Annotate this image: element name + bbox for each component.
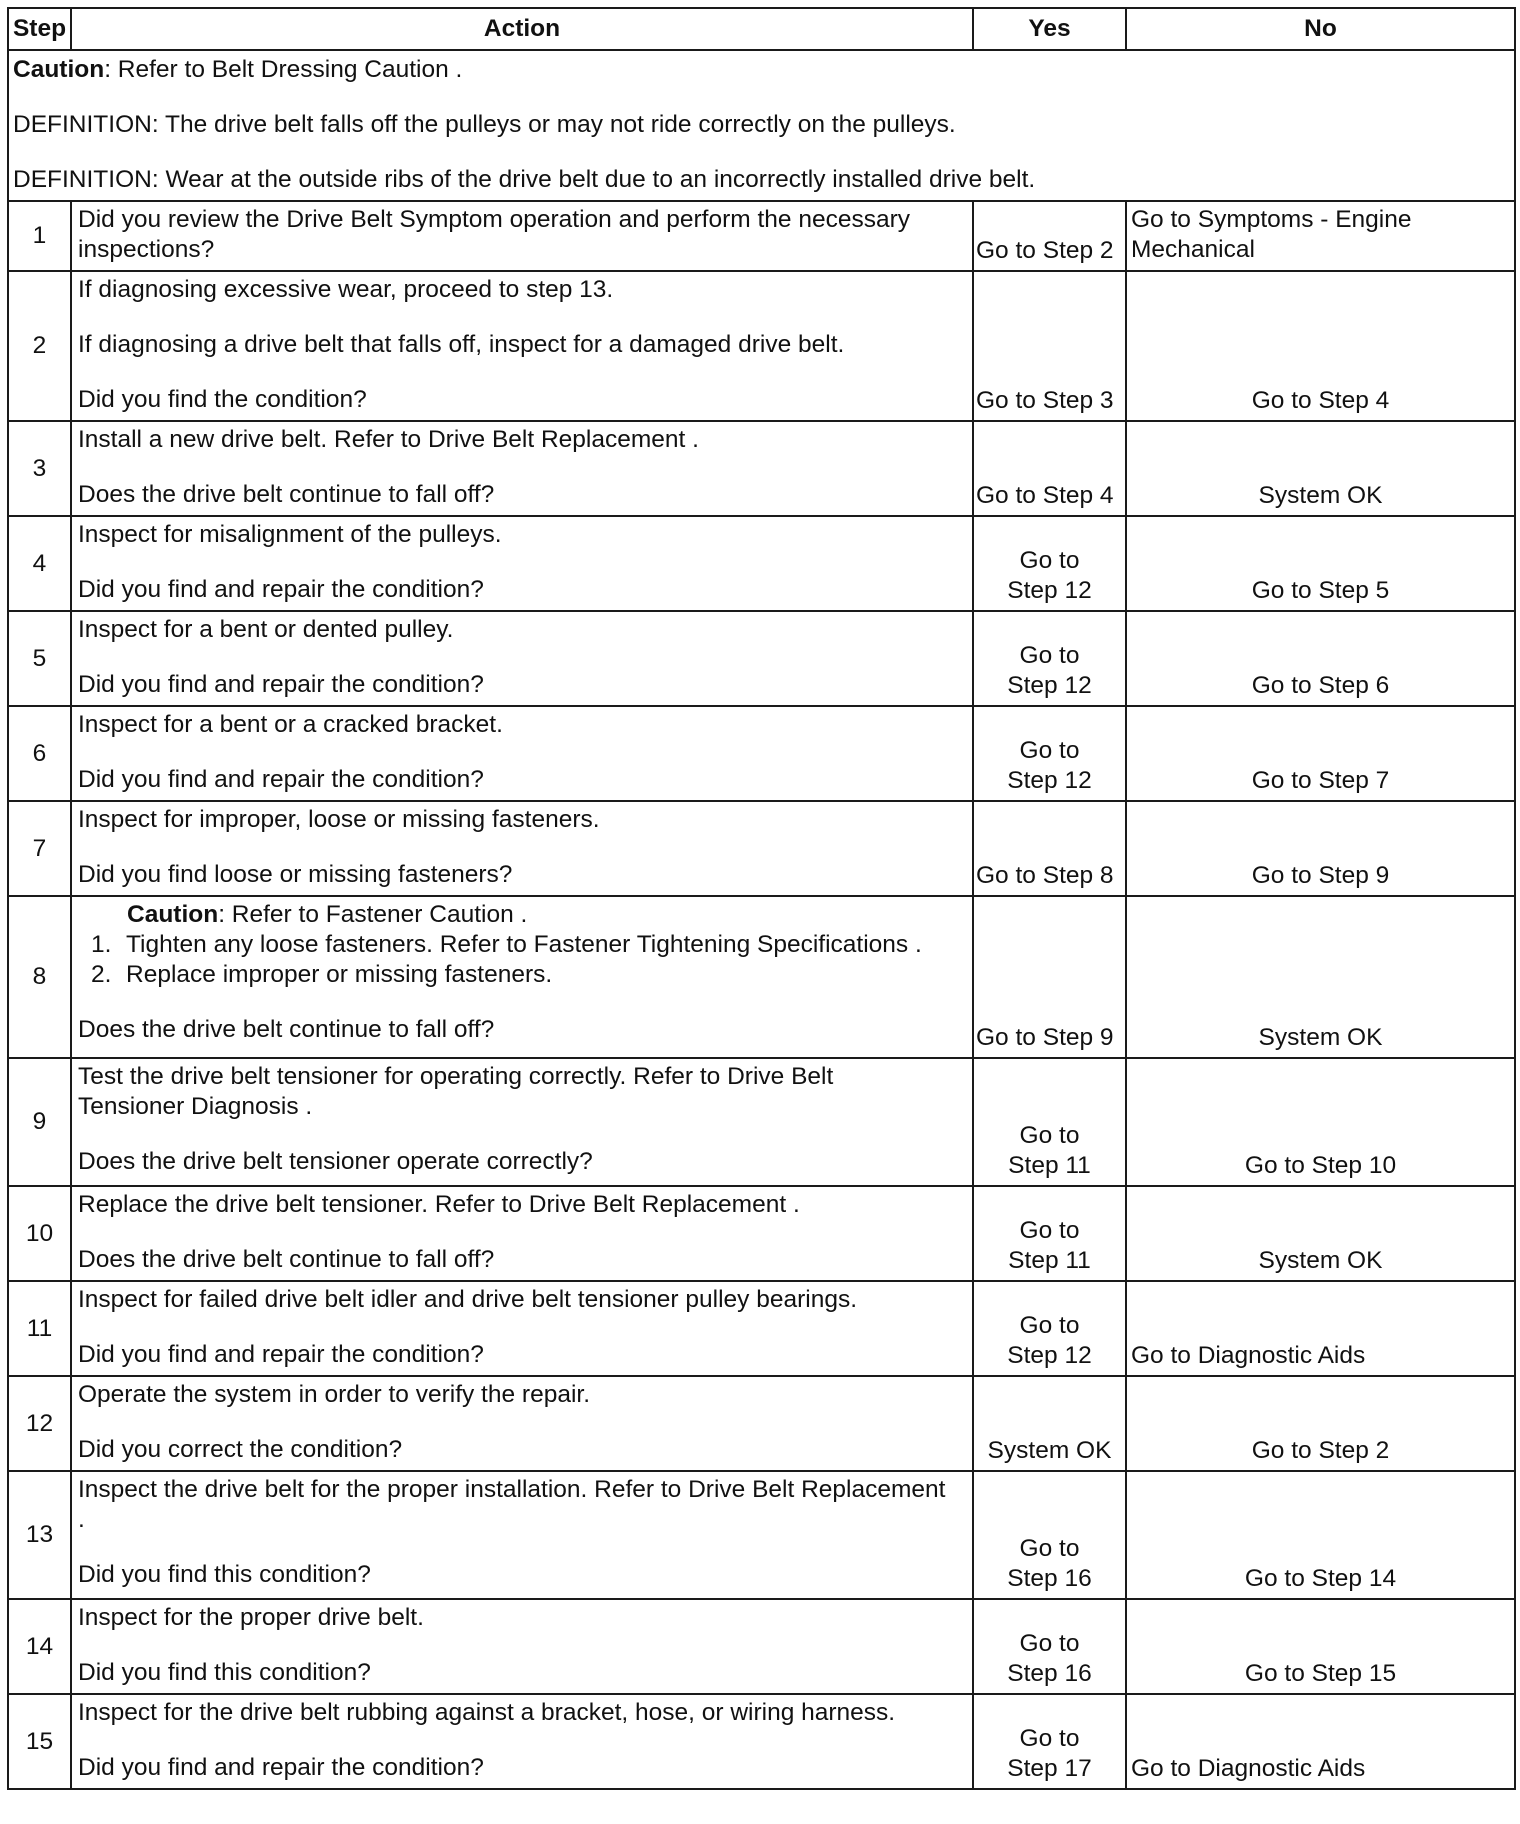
- no-cell: Go to Step 9: [1126, 801, 1515, 896]
- step-number: 8: [8, 896, 71, 1058]
- no-cell: Go to Step 14: [1126, 1471, 1515, 1599]
- action-line: If diagnosing a drive belt that falls off, inspect for a damaged drive belt.: [78, 331, 845, 358]
- yes-cell: [973, 1471, 1126, 1599]
- action-question: Did you find and repair the condition?: [78, 576, 484, 603]
- yes-cell: [973, 1599, 1126, 1694]
- action-line: If diagnosing excessive wear, proceed to step 13.: [78, 276, 614, 303]
- action-cell: [71, 1281, 973, 1376]
- action-line: Inspect for the drive belt rubbing against a bracket, hose, or wiring harness.: [78, 1699, 896, 1726]
- yes-cell: System OK: [973, 1376, 1126, 1471]
- definition-falls-off: DEFINITION: The drive belt falls off the pulleys or may not ride correctly on the pulleys.: [13, 111, 956, 138]
- action-question: Did you find and repair the condition?: [78, 671, 484, 698]
- step-number: 6: [8, 706, 71, 801]
- yes-cell: [973, 611, 1126, 706]
- action-line: Inspect for a bent or a cracked bracket.: [78, 711, 503, 738]
- table-row: [8, 1186, 1515, 1281]
- no-cell: Go to Step 5: [1126, 516, 1515, 611]
- list-item: 2. Replace improper or missing fasteners.: [91, 961, 553, 988]
- table-row: [8, 1471, 1515, 1599]
- table-row: [8, 896, 1515, 1058]
- header-step: Step: [8, 8, 71, 50]
- yes-text: Go to Step 12: [1007, 737, 1092, 794]
- action-line: Test the drive belt tensioner for operating correctly. Refer to Drive Belt Tensioner Diagnosis .: [78, 1063, 834, 1120]
- yes-cell: Go to Step 3: [973, 271, 1126, 421]
- list-item-text: Replace improper or missing fasteners.: [126, 961, 553, 988]
- yes-cell: Go to Step 8: [973, 801, 1126, 896]
- yes-cell: Go to Step 2: [973, 201, 1126, 271]
- action-cell: [71, 1058, 973, 1186]
- table-row: [8, 271, 1515, 421]
- action-cell: [71, 421, 973, 516]
- action-question: Did you find loose or missing fasteners?: [78, 861, 513, 888]
- header-row: [8, 8, 1515, 50]
- no-cell: Go to Step 15: [1126, 1599, 1515, 1694]
- no-cell: Go to Step 6: [1126, 611, 1515, 706]
- action-line: Inspect for misalignment of the pulleys.: [78, 521, 502, 548]
- no-cell: System OK: [1126, 1186, 1515, 1281]
- action-cell: [71, 1599, 973, 1694]
- definition-wear: DEFINITION: Wear at the outside ribs of the drive belt due to an incorrectly installed drive belt.: [13, 166, 1036, 193]
- action-question: Did you find and repair the condition?: [78, 1341, 484, 1368]
- action-line: Inspect for improper, loose or missing fasteners.: [78, 806, 600, 833]
- action-line: Inspect the drive belt for the proper installation. Refer to Drive Belt Replacement .: [78, 1476, 946, 1533]
- action-cell: [71, 1376, 973, 1471]
- no-cell: Go to Diagnostic Aids: [1126, 1281, 1515, 1376]
- table-row: [8, 1281, 1515, 1376]
- action-cell: [71, 611, 973, 706]
- caution-text: : Refer to Fastener Caution .: [218, 901, 528, 928]
- table-row: [8, 1058, 1515, 1186]
- list-item-text: Tighten any loose fasteners. Refer to Fastener Tightening Specifications .: [126, 931, 922, 958]
- no-cell: Go to Step 4: [1126, 271, 1515, 421]
- action-line: Inspect for failed drive belt idler and drive belt tensioner pulley bearings.: [78, 1286, 857, 1313]
- yes-text: Go to Step 12: [1007, 547, 1092, 604]
- table-row: [8, 1599, 1515, 1694]
- intro-caution: [13, 55, 1510, 85]
- table-row: [8, 421, 1515, 516]
- yes-cell: Go to Step 9: [973, 896, 1126, 1058]
- table-row: [8, 1376, 1515, 1471]
- intro-cell: [8, 50, 1515, 201]
- action-cell: [71, 271, 973, 421]
- no-cell: Go to Step 2: [1126, 1376, 1515, 1471]
- header-no: No: [1126, 8, 1515, 50]
- table-row: [8, 1694, 1515, 1789]
- step-number: 1: [8, 201, 71, 271]
- fastener-steps-list: [78, 930, 966, 990]
- yes-cell: Go to Step 4: [973, 421, 1126, 516]
- table-row: [8, 516, 1515, 611]
- yes-cell: [973, 1281, 1126, 1376]
- action-cell: [71, 1694, 973, 1789]
- action-question: Did you find this condition?: [78, 1659, 371, 1686]
- step-number: 10: [8, 1186, 71, 1281]
- no-cell: Go to Diagnostic Aids: [1126, 1694, 1515, 1789]
- action-cell: [71, 1471, 973, 1599]
- yes-cell: [973, 516, 1126, 611]
- header-yes: Yes: [973, 8, 1126, 50]
- table-row: [8, 201, 1515, 271]
- yes-cell: [973, 1058, 1126, 1186]
- action-cell: [71, 896, 973, 1058]
- step-number: 7: [8, 801, 71, 896]
- no-cell: Go to Step 7: [1126, 706, 1515, 801]
- table-row: [8, 611, 1515, 706]
- action-line: Inspect for a bent or dented pulley.: [78, 616, 454, 643]
- action-line: Replace the drive belt tensioner. Refer to Drive Belt Replacement .: [78, 1191, 800, 1218]
- action-question: Did you correct the condition?: [78, 1436, 403, 1463]
- action-line: Operate the system in order to verify the repair.: [78, 1381, 591, 1408]
- diagnostic-page: [7, 7, 1514, 1790]
- list-item: 1. Tighten any loose fasteners. Refer to Fastener Tightening Specifications .: [91, 931, 922, 958]
- yes-text: Go to Step 11: [1008, 1122, 1091, 1179]
- step-number: 12: [8, 1376, 71, 1471]
- action-question: Does the drive belt continue to fall off?: [78, 1016, 495, 1043]
- yes-cell: [973, 1186, 1126, 1281]
- intro-row: [8, 50, 1515, 201]
- yes-text: Go to Step 11: [1008, 1217, 1091, 1274]
- action-question: Does the drive belt tensioner operate correctly?: [78, 1148, 593, 1175]
- caution-label: Caution: [127, 901, 219, 928]
- step-number: 11: [8, 1281, 71, 1376]
- no-cell: Go to Symptoms - Engine Mechanical: [1126, 201, 1515, 271]
- caution-label: Caution: [13, 56, 105, 83]
- action-cell: [71, 516, 973, 611]
- yes-text: Go to Step 12: [1007, 642, 1092, 699]
- yes-text: Go to Step 16: [1007, 1535, 1092, 1592]
- yes-text: Go to Step 12: [1007, 1312, 1092, 1369]
- step-number: 9: [8, 1058, 71, 1186]
- yes-text: Go to Step 16: [1007, 1630, 1092, 1687]
- action-question: Did you find and repair the condition?: [78, 766, 484, 793]
- diagnostic-table: [7, 7, 1516, 1790]
- action-question: Does the drive belt continue to fall off?: [78, 481, 495, 508]
- action-cell: [71, 1186, 973, 1281]
- yes-cell: [973, 1694, 1126, 1789]
- no-cell: System OK: [1126, 421, 1515, 516]
- action-question: Did you find this condition?: [78, 1561, 371, 1588]
- step-number: 14: [8, 1599, 71, 1694]
- action-cell: [71, 201, 973, 271]
- yes-text: Go to Step 17: [1007, 1725, 1092, 1782]
- action-question: Does the drive belt continue to fall off?: [78, 1246, 495, 1273]
- action-cell: [71, 801, 973, 896]
- action-cell: [71, 706, 973, 801]
- step-number: 2: [8, 271, 71, 421]
- yes-cell: [973, 706, 1126, 801]
- action-line: Install a new drive belt. Refer to Drive Belt Replacement .: [78, 426, 699, 453]
- step-number: 13: [8, 1471, 71, 1599]
- step-number: 4: [8, 516, 71, 611]
- step-number: 5: [8, 611, 71, 706]
- step-number: 3: [8, 421, 71, 516]
- header-action: Action: [71, 8, 973, 50]
- no-cell: System OK: [1126, 896, 1515, 1058]
- action-line: Inspect for the proper drive belt.: [78, 1604, 424, 1631]
- table-row: [8, 706, 1515, 801]
- caution-text: : Refer to Belt Dressing Caution .: [104, 56, 463, 83]
- action-question: Did you find and repair the condition?: [78, 1754, 484, 1781]
- no-cell: Go to Step 10: [1126, 1058, 1515, 1186]
- fastener-caution: [78, 900, 966, 930]
- step-number: 15: [8, 1694, 71, 1789]
- table-row: [8, 801, 1515, 896]
- action-line: Did you review the Drive Belt Symptom operation and perform the necessary inspections?: [78, 206, 911, 263]
- action-question: Did you find the condition?: [78, 386, 367, 413]
